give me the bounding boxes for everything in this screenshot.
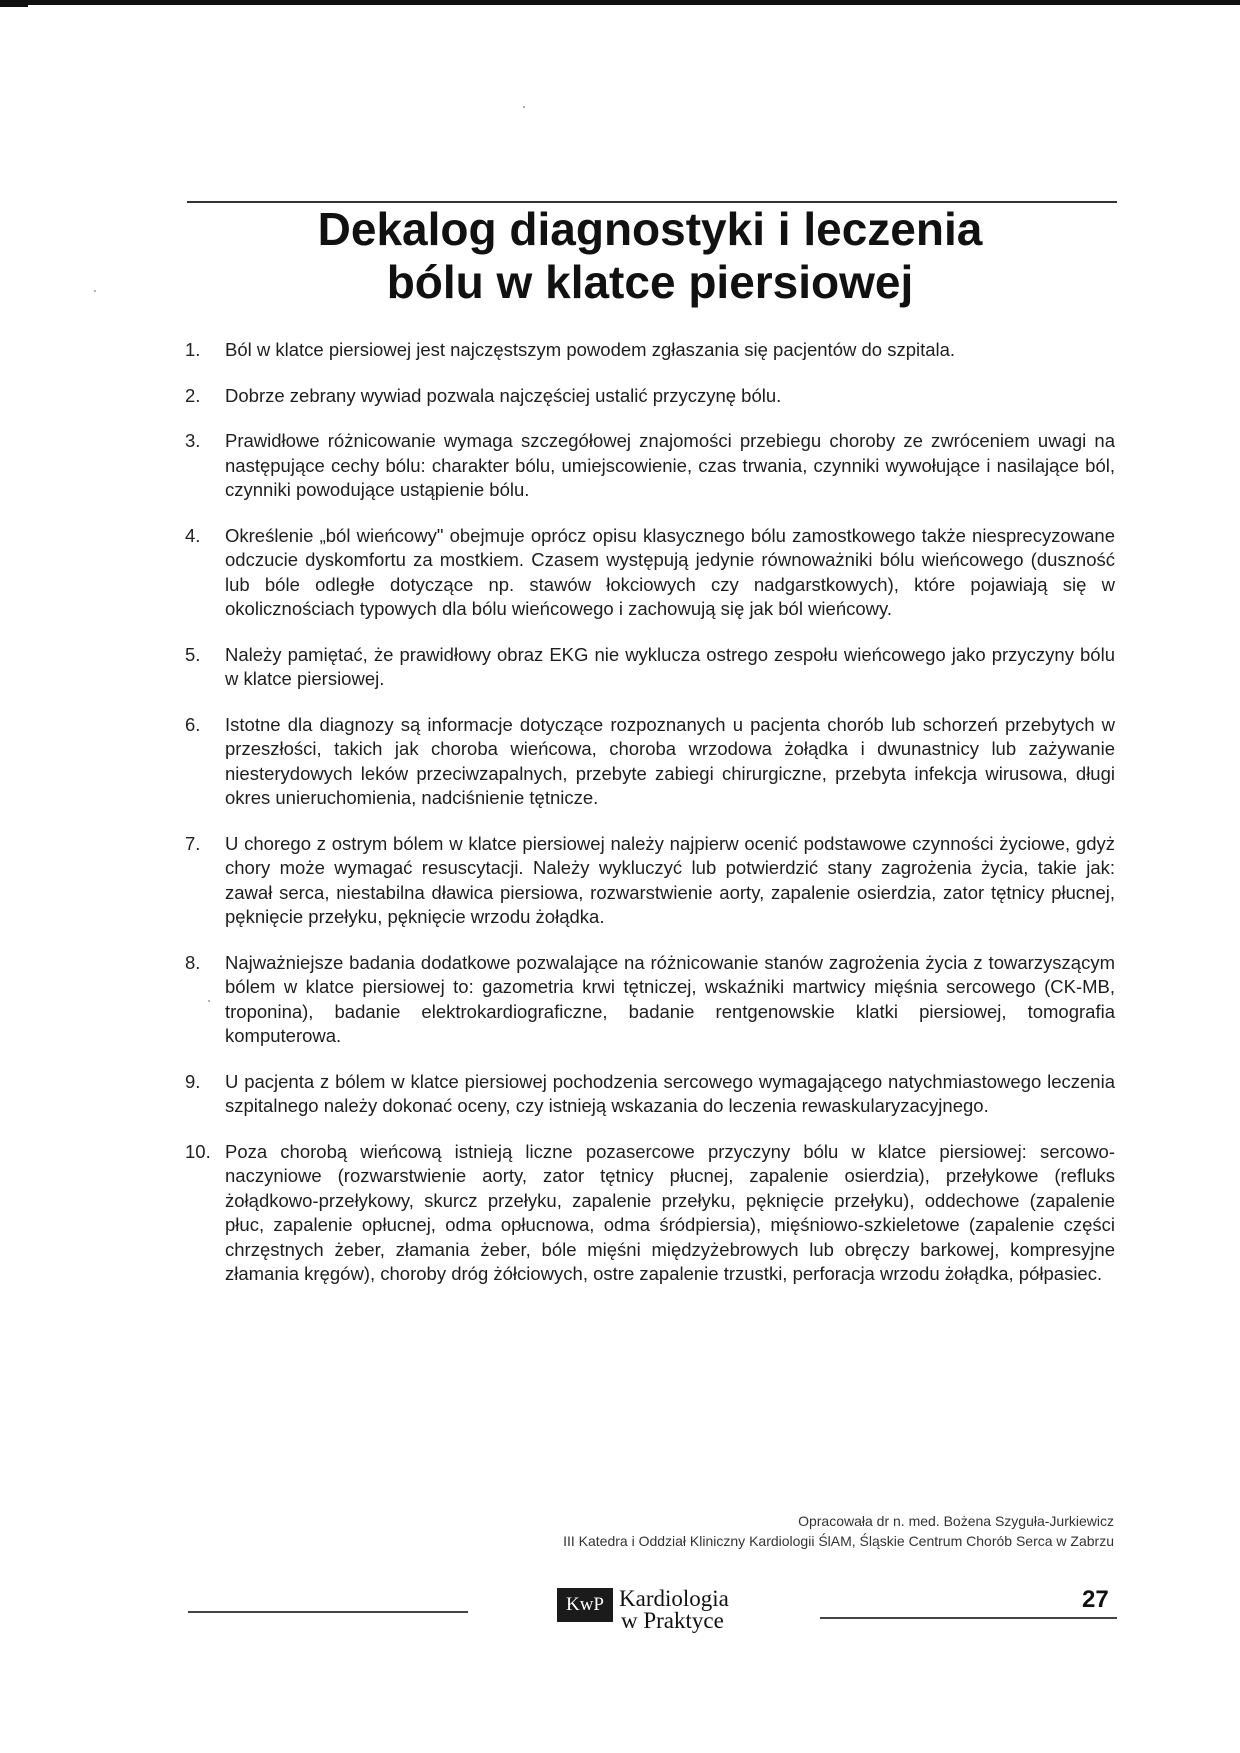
logo-line-2: w Praktyce [621,1608,724,1633]
list-item-4 [185,524,1115,622]
item-number: 1. [185,339,201,360]
list-item-2 [185,384,1115,409]
list-item-5 [185,643,1115,692]
item-text: Określenie „ból wieńcowy" obejmuje oprócz opisu klasycznego bólu zamostkowego także niesprecyzowane odczucie dyskomfortu za mostkiem. Czasem występują jedynie równoważniki bólu wieńcowego (duszność lub bóle odległe dotyczące np. stawów łokciowych czy nadgarstkowych), które pojawiają się w okolicznościach typowych dla bólu wieńcowego i zachowują się jak ból wieńcowy. [225,524,1115,619]
item-text: Dobrze zebrany wywiad pozwala najczęściej ustalić przyczynę bólu. [225,384,782,406]
list-item-7 [185,832,1115,930]
item-number: 10. [185,1140,211,1162]
list-item-10 [185,1140,1115,1287]
item-number: 7. [185,832,201,854]
title-line-2: bólu w klatce piersiowej [386,256,914,308]
scan-speck [94,290,96,292]
list-item-1 [185,338,1115,363]
item-text: Ból w klatce piersiowej jest najczęstszym powodem zgłaszania się pacjentów do szpitala. [225,339,956,360]
item-text: Należy pamiętać, że prawidłowy obraz EKG nie wyklucza ostrego zespołu wieńcowego jako przyczyny bólu w klatce piersiowej. [225,643,1115,689]
item-number: 5. [185,643,201,665]
journal-logo [557,1588,729,1632]
footer-rule-left [188,1611,468,1613]
title-line-1: Dekalog diagnostyki i leczenia [317,203,983,255]
page-title [220,203,1080,309]
item-text: Istotne dla diagnozy są informacje dotyczące rozpoznanych u pacjenta chorób lub schorzeń przebytych w przeszłości, takich jak choroba wieńcowa, choroba wrzodowa żołądka i dwunastnicy lub zażywanie niesterydowych leków przeciwzapalnych, przebyte zabiegi chirurgiczne, przebyta infekcja wirusowa, długi okres unieruchomienia, nadciśnienie tętnicze. [225,713,1115,808]
item-text: Prawidłowe różnicowanie wymaga szczegółowej znajomości przebiegu choroby ze zwróceniem uwagi na następujące cechy bólu: charakter bólu, umiejscowienie, czas trwania, czynniki wywołujące i nasilające ból, czynniki powodujące ustąpienie bólu. [225,430,1115,500]
item-number: 9. [185,1070,201,1092]
author-credits [354,1511,1114,1551]
item-number: 3. [185,430,201,451]
decalogue-list [185,338,1115,1287]
logo-line-1: Kardiologia [619,1586,729,1611]
item-number: 6. [185,713,201,735]
item-text: Poza chorobą wieńcową istnieją liczne pozasercowe przyczyny bólu w klatce piersiowej: sercowo-naczyniowe (rozwarstwienie aorty, zator tętnicy płucnej, zapalenie osierdzia), przełykowe (refluks żołądkowo-przełykowy, skurcz przełyku, zapalenie przełyku, pęknięcie przełyku), oddechowe (zapalenie płuc, zapalenie opłucnej, odma opłucnowa, odma śródpiersia), mięśniowo-szkieletowe (zapalenie części chrzęstnych żeber, złamania żeber, bóle mięśni międzyżebrowych lub obręczy barkowej, kompresyjne złamania kręgów), choroby dróg żółciowych, ostre zapalenie trzustki, perforacja wrzodu żołądka, półpasiec. [225,1140,1115,1284]
scan-top-edge-mark [0,5,28,7]
footer-rule-right [820,1617,1117,1619]
logo-mark: KwP [557,1588,613,1622]
scan-top-edge [0,0,1240,5]
list-item-3 [185,429,1115,503]
item-number: 2. [185,384,201,406]
page-number: 27 [1082,1586,1109,1613]
affiliation-line: III Katedra i Oddział Kliniczny Kardiologii ŚlAM, Śląskie Centrum Chorób Serca w Zabrzu [563,1533,1114,1549]
item-number: 4. [185,524,201,546]
item-text: U pacjenta z bólem w klatce piersiowej pochodzenia sercowego wymagającego natychmiastowego leczenia szpitalnego należy dokonać oceny, czy istnieją wskazania do leczenia rewaskularyzacyjnego. [225,1070,1115,1116]
list-item-6 [185,713,1115,811]
scan-speck [523,106,525,108]
list-item-8 [185,951,1115,1049]
logo-wordmark [619,1588,729,1632]
item-text: U chorego z ostrym bólem w klatce piersiowej należy najpierw ocenić podstawowe czynności życiowe, gdyż chory może wymagać resuscytacji. Należy wykluczyć lub potwierdzić stany zagrożenia życia, takie jak: zawał serca, niestabilna dławica piersiowa, rozwarstwienie aorty, zapalenie osierdzia, zator tętnicy płucnej, pęknięcie przełyku, pęknięcie wrzodu żołądka. [225,832,1115,927]
author-line: Opracowała dr n. med. Bożena Szyguła-Jurkiewicz [798,1513,1114,1529]
item-number: 8. [185,951,201,973]
list-item-9 [185,1070,1115,1119]
item-text: Najważniejsze badania dodatkowe pozwalające na różnicowanie stanów zagrożenia życia z towarzyszącym bólem w klatce piersiowej to: gazometria krwi tętniczej, wskaźniki martwicy mięśnia sercowego (CK-MB, troponina), badanie elektrokardiograficzne, badanie rentgenowskie klatki piersiowej, tomografia komputerowa. [225,951,1115,1046]
